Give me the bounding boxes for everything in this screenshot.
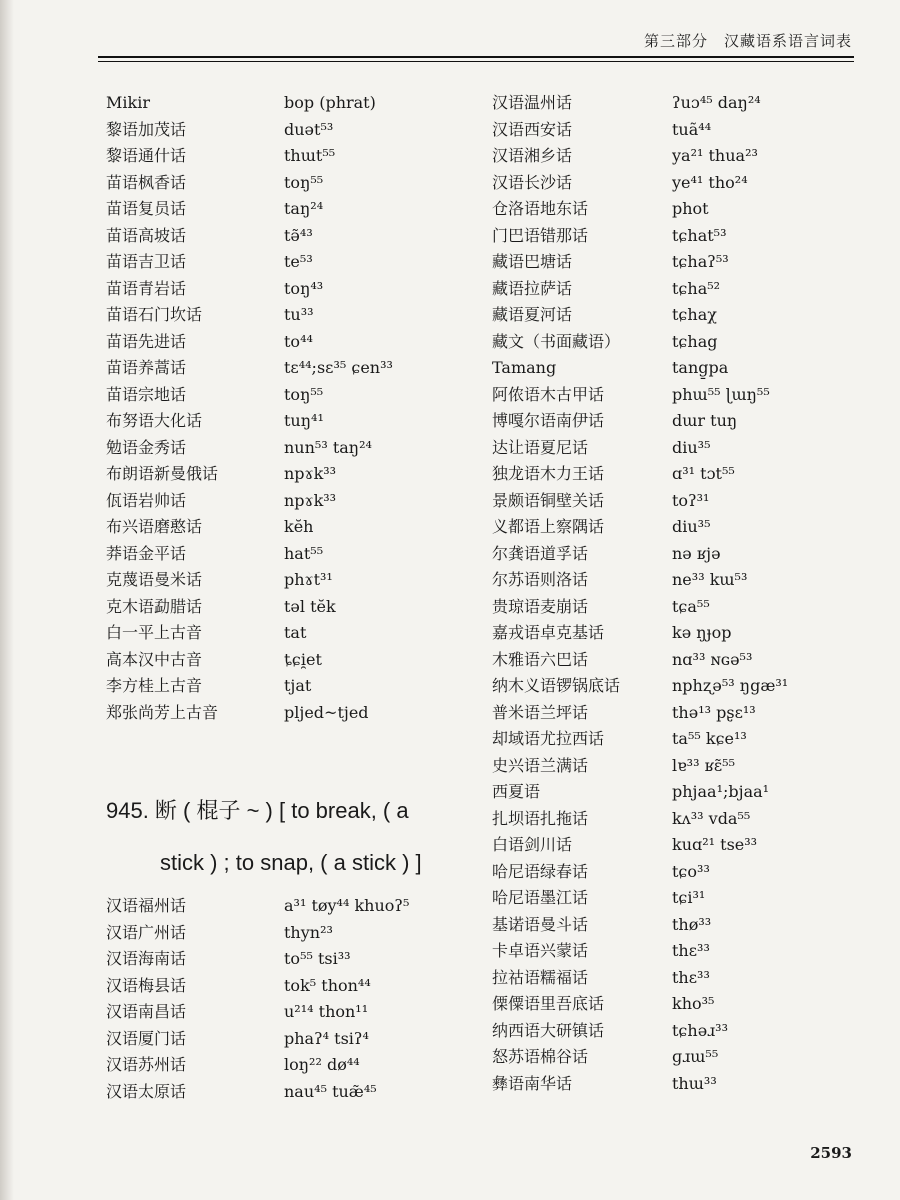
left-column-entries (106, 90, 476, 726)
entry-language: 扎坝语扎拖话 (492, 808, 589, 828)
entry-language: 汉语南昌话 (106, 1002, 187, 1021)
entry-row (106, 276, 476, 303)
entry-row (106, 514, 476, 541)
entry-row (492, 567, 852, 594)
entry-form: ta⁵⁵ kɕe¹³ (672, 729, 747, 748)
section-heading-line1: 945. 断 ( 棍子 ~ ) [ to break, ( a (106, 798, 409, 823)
entry-language: 克蔑语曼米话 (106, 570, 203, 589)
entry-language: 藏文（书面藏语） (492, 331, 621, 351)
entry-language: 汉语厦门话 (106, 1028, 187, 1048)
entry-form: toŋ⁴³ (284, 278, 324, 298)
entry-form: pljed~tjed (284, 702, 369, 722)
entry-row (492, 620, 852, 647)
entry-language: 苗语高坡话 (106, 225, 187, 245)
entry-language: 汉语苏州话 (106, 1055, 187, 1074)
entry-row (492, 647, 852, 674)
entry-language: 普米语兰坪话 (492, 702, 589, 722)
entry-row (106, 893, 476, 920)
right-column-entries (492, 90, 852, 1097)
entry-language: 独龙语木力王话 (492, 464, 605, 483)
entry-language: 苗语枫香话 (106, 172, 187, 192)
entry-row (106, 355, 476, 382)
entry-row (106, 408, 476, 435)
entry-language: 白语剑川话 (492, 835, 573, 854)
entry-row (106, 1079, 476, 1106)
entry-form: ye⁴¹ tho²⁴ (672, 172, 748, 192)
entry-language: 布兴语磨憨话 (106, 517, 203, 536)
entry-form: tuã⁴⁴ (672, 119, 712, 139)
entry-form: tɕo³³ (672, 861, 710, 881)
entry-language: 基诺语曼斗话 (492, 914, 589, 934)
entry-language: 阿侬语木古甲话 (492, 384, 605, 404)
running-header: 第三部分 汉藏语系语言词表 (643, 32, 852, 50)
entry-language: 义都语上察隅话 (492, 517, 605, 536)
entry-form: loŋ²² dø⁴⁴ (284, 1055, 360, 1074)
entry-row (492, 885, 852, 912)
entry-form: təl tĕk (284, 596, 336, 616)
entry-form: ne³³ kɯ⁵³ (672, 570, 748, 589)
entry-language: 汉语西安话 (492, 119, 573, 139)
entry-form: nphʐə⁵³ ŋgæ³¹ (672, 676, 789, 695)
entry-language: 佤语岩帅话 (106, 490, 187, 510)
entry-row (492, 117, 852, 144)
entry-language: 仓洛语地东话 (492, 199, 589, 218)
entry-row (106, 673, 476, 700)
entry-language: 苗语养蒿话 (106, 358, 187, 377)
entry-form: ya²¹ thua²³ (672, 146, 758, 165)
entry-row (106, 461, 476, 488)
entry-form: tɕhəɹ³³ (672, 1020, 729, 1040)
entry-form: dɯr tuŋ (672, 411, 738, 430)
entry-row (492, 276, 852, 303)
entry-language: 白一平上古音 (106, 623, 203, 642)
entry-row (492, 1044, 852, 1071)
entry-language: 汉语湘乡话 (492, 146, 573, 165)
entry-row (492, 408, 852, 435)
entry-form: phaʔ⁴ tsiʔ⁴ (284, 1028, 369, 1048)
entry-row (492, 1071, 852, 1098)
entry-form: phɯ⁵⁵ ɭɯŋ⁵⁵ (672, 384, 770, 404)
entry-language: 苗语青岩话 (106, 278, 187, 298)
entry-form: kʌ³³ vda⁵⁵ (672, 808, 751, 828)
entry-language: 藏语拉萨话 (492, 278, 573, 298)
entry-form: tɕha⁵² (672, 278, 721, 298)
entry-row (492, 90, 852, 117)
entry-form: toŋ⁵⁵ (284, 384, 324, 404)
entry-form: hat⁵⁵ (284, 543, 324, 563)
entry-language: 苗语宗地话 (106, 384, 187, 404)
entry-row (492, 223, 852, 250)
entry-form: kə ŋɟop (672, 623, 732, 642)
entry-row (492, 435, 852, 462)
entry-row (492, 594, 852, 621)
entry-language: 怒苏语棉谷话 (492, 1047, 589, 1066)
entry-row (492, 779, 852, 806)
entry-form: npɤk³³ (284, 490, 337, 510)
entry-form: te⁵³ (284, 252, 313, 271)
entry-form: kuɑ²¹ tse³³ (672, 835, 758, 854)
entry-form: tu³³ (284, 305, 314, 324)
entry-form: tɕhat⁵³ (672, 225, 727, 245)
entry-row (106, 1026, 476, 1053)
entry-language: 纳西语大研镇话 (492, 1020, 605, 1040)
entry-form: ɡɹɯ⁵⁵ (672, 1047, 719, 1066)
entry-row (492, 461, 852, 488)
entry-form: a³¹ tøy⁴⁴ khuoʔ⁵ (284, 896, 410, 915)
entry-language: 黎语加茂话 (106, 119, 187, 139)
entry-language: 彝语南华话 (492, 1073, 573, 1093)
entry-language: 汉语海南话 (106, 949, 187, 968)
entry-form: thø³³ (672, 914, 712, 934)
entry-form: kho³⁵ (672, 994, 715, 1013)
entry-row (492, 965, 852, 992)
entry-row (492, 196, 852, 223)
entry-language: 哈尼语绿春话 (492, 861, 589, 881)
entry-language: 黎语通什话 (106, 146, 187, 165)
left-column-section-entries (106, 893, 476, 1105)
entry-row (492, 753, 852, 780)
entry-row (106, 920, 476, 947)
entry-row (106, 1052, 476, 1079)
entry-form: nun⁵³ taŋ²⁴ (284, 437, 372, 457)
entry-language: 郑张尚芳上古音 (106, 702, 219, 722)
entry-row (492, 143, 852, 170)
entry-row (106, 567, 476, 594)
entry-language: 苗语吉卫话 (106, 252, 187, 271)
entry-form: taŋ²⁴ (284, 199, 324, 218)
entry-language: 史兴语兰满话 (492, 755, 589, 775)
entry-row (492, 726, 852, 753)
entry-row (492, 355, 852, 382)
entry-language: Mikir (106, 93, 150, 112)
entry-row (492, 806, 852, 833)
entry-language: 尔苏语则洛话 (492, 570, 589, 589)
entry-row (106, 620, 476, 647)
entry-language: 拉祜语糯福话 (492, 967, 589, 987)
entry-row (492, 912, 852, 939)
entry-row (492, 991, 852, 1018)
entry-form: thɛ³³ (672, 967, 710, 987)
entry-row (106, 435, 476, 462)
page-gutter-shadow (0, 0, 14, 1200)
entry-row (106, 488, 476, 515)
entry-form: tɕi³¹ (672, 888, 706, 907)
entry-row (106, 973, 476, 1000)
entry-row (492, 1018, 852, 1045)
entry-form: nə ʁjə (672, 543, 721, 563)
entry-form: duət⁵³ (284, 119, 334, 139)
entry-row (106, 700, 476, 727)
entry-language: 莽语金平话 (106, 543, 187, 563)
entry-form: tok⁵ thon⁴⁴ (284, 975, 371, 995)
entry-form: bop (phrat) (284, 93, 376, 112)
entry-row (106, 90, 476, 117)
entry-language: 苗语石门坎话 (106, 305, 203, 324)
entry-row (106, 382, 476, 409)
entry-form: kĕh (284, 517, 314, 536)
entry-form: diu³⁵ (672, 437, 711, 457)
entry-form: phɤt³¹ (284, 570, 333, 589)
entry-row (106, 117, 476, 144)
entry-form: npɤk³³ (284, 464, 337, 483)
entry-form: tɕhaχ (672, 305, 717, 324)
entry-form: tang̱pa (672, 358, 729, 377)
entry-form: tjat (284, 676, 312, 695)
entry-language: 门巴语错那话 (492, 225, 589, 245)
section-heading-line2: stick ) ; to snap, ( a stick ) ] (160, 850, 422, 875)
entry-form: diu³⁵ (672, 517, 711, 536)
entry-language: 纳木义语锣锅底话 (492, 676, 621, 695)
entry-form: tɕa⁵⁵ (672, 596, 710, 616)
entry-language: 达让语夏尼话 (492, 437, 589, 457)
entry-row (492, 488, 852, 515)
entry-form: tə̃⁴³ (284, 225, 313, 245)
entry-row (106, 143, 476, 170)
entry-row (106, 329, 476, 356)
entry-language: 却域语尤拉西话 (492, 729, 605, 748)
entry-language: 克木语勐腊话 (106, 596, 203, 616)
entry-form: phot (672, 199, 709, 218)
entry-language: 汉语长沙话 (492, 172, 573, 192)
entry-form: nau⁴⁵ tuæ̃⁴⁵ (284, 1081, 377, 1101)
entry-form: tɛ⁴⁴;sɛ³⁵ ɕen³³ (284, 358, 393, 377)
entry-row (492, 832, 852, 859)
entry-form: to⁵⁵ tsi³³ (284, 949, 351, 968)
entry-language: 贵琼语麦崩话 (492, 596, 589, 616)
entry-form: thɯt⁵⁵ (284, 146, 336, 165)
entry-form: phjaa¹;bjaa¹ (672, 782, 770, 801)
entry-form: thɯ³³ (672, 1073, 717, 1093)
entry-row (106, 647, 476, 674)
entry-row (106, 302, 476, 329)
entry-language: 汉语梅县话 (106, 975, 187, 995)
entry-language: 布努语大化话 (106, 411, 203, 430)
entry-form: toŋ⁵⁵ (284, 172, 324, 192)
entry-form: ɑ³¹ tɔt⁵⁵ (672, 464, 735, 483)
entry-form: tuŋ⁴¹ (284, 411, 324, 430)
entry-language: 博嘎尔语南伊话 (492, 411, 605, 430)
entry-language: 傈僳语里吾底话 (492, 994, 605, 1013)
entry-form: tɕhaʔ⁵³ (672, 252, 729, 271)
entry-form: tɕhag (672, 331, 718, 351)
entry-language: 汉语广州话 (106, 922, 187, 942)
entry-language: 苗语先进话 (106, 331, 187, 351)
header-rule-thin (98, 61, 854, 62)
header-rule-thick (98, 56, 854, 58)
entry-row (492, 302, 852, 329)
entry-language: 苗语复员话 (106, 199, 187, 218)
entry-row (492, 541, 852, 568)
entry-row (106, 170, 476, 197)
entry-row (492, 514, 852, 541)
entry-form: thə¹³ pʂɛ¹³ (672, 702, 756, 722)
entry-form: tat (284, 623, 307, 642)
entry-form: lɐ³³ ʁɛ̃⁵⁵ (672, 755, 735, 775)
entry-form: u²¹⁴ thon¹¹ (284, 1002, 369, 1021)
entry-row (106, 196, 476, 223)
entry-language: 西夏语 (492, 782, 541, 801)
entry-form: to⁴⁴ (284, 331, 313, 351)
entry-row (492, 329, 852, 356)
entry-form: thyn²³ (284, 922, 333, 942)
entry-language: 木雅语六巴话 (492, 649, 589, 669)
entry-language: 汉语温州话 (492, 93, 573, 112)
entry-language: 高本汉中古音 (106, 649, 203, 669)
entry-row (492, 382, 852, 409)
entry-row (106, 594, 476, 621)
entry-row (106, 249, 476, 276)
entry-form: toʔ³¹ (672, 490, 710, 510)
entry-row (492, 938, 852, 965)
entry-language: 勉语金秀话 (106, 437, 187, 457)
page-number: 2593 (810, 1144, 852, 1162)
entry-language: 李方桂上古音 (106, 676, 203, 695)
entry-language: 哈尼语墨江话 (492, 888, 589, 907)
entry-row (106, 999, 476, 1026)
entry-form: thɛ³³ (672, 941, 710, 960)
entry-language: 尔龚语道孚话 (492, 543, 589, 563)
entry-row (492, 859, 852, 886)
entry-form: ʔuɔ⁴⁵ daŋ²⁴ (672, 93, 761, 112)
entry-language: Tamang (492, 358, 557, 377)
entry-language: 布朗语新曼俄话 (106, 464, 219, 483)
entry-language: 景颇语铜壁关话 (492, 490, 605, 510)
entry-row (492, 673, 852, 700)
entry-row (492, 700, 852, 727)
entry-language: 藏语巴塘话 (492, 252, 573, 271)
entry-row (106, 223, 476, 250)
entry-row (106, 541, 476, 568)
entry-language: 卡卓语兴蒙话 (492, 941, 589, 960)
entry-language: 藏语夏河话 (492, 305, 573, 324)
entry-form: nɑ³³ ɴɢə⁵³ (672, 649, 753, 669)
entry-language: 汉语福州话 (106, 896, 187, 915)
entry-row (492, 249, 852, 276)
entry-language: 嘉戎语卓克基话 (492, 623, 605, 642)
entry-language: 汉语太原话 (106, 1081, 187, 1101)
entry-row (492, 170, 852, 197)
entry-form: ȶɕi̯et (284, 649, 322, 669)
entry-row (106, 946, 476, 973)
